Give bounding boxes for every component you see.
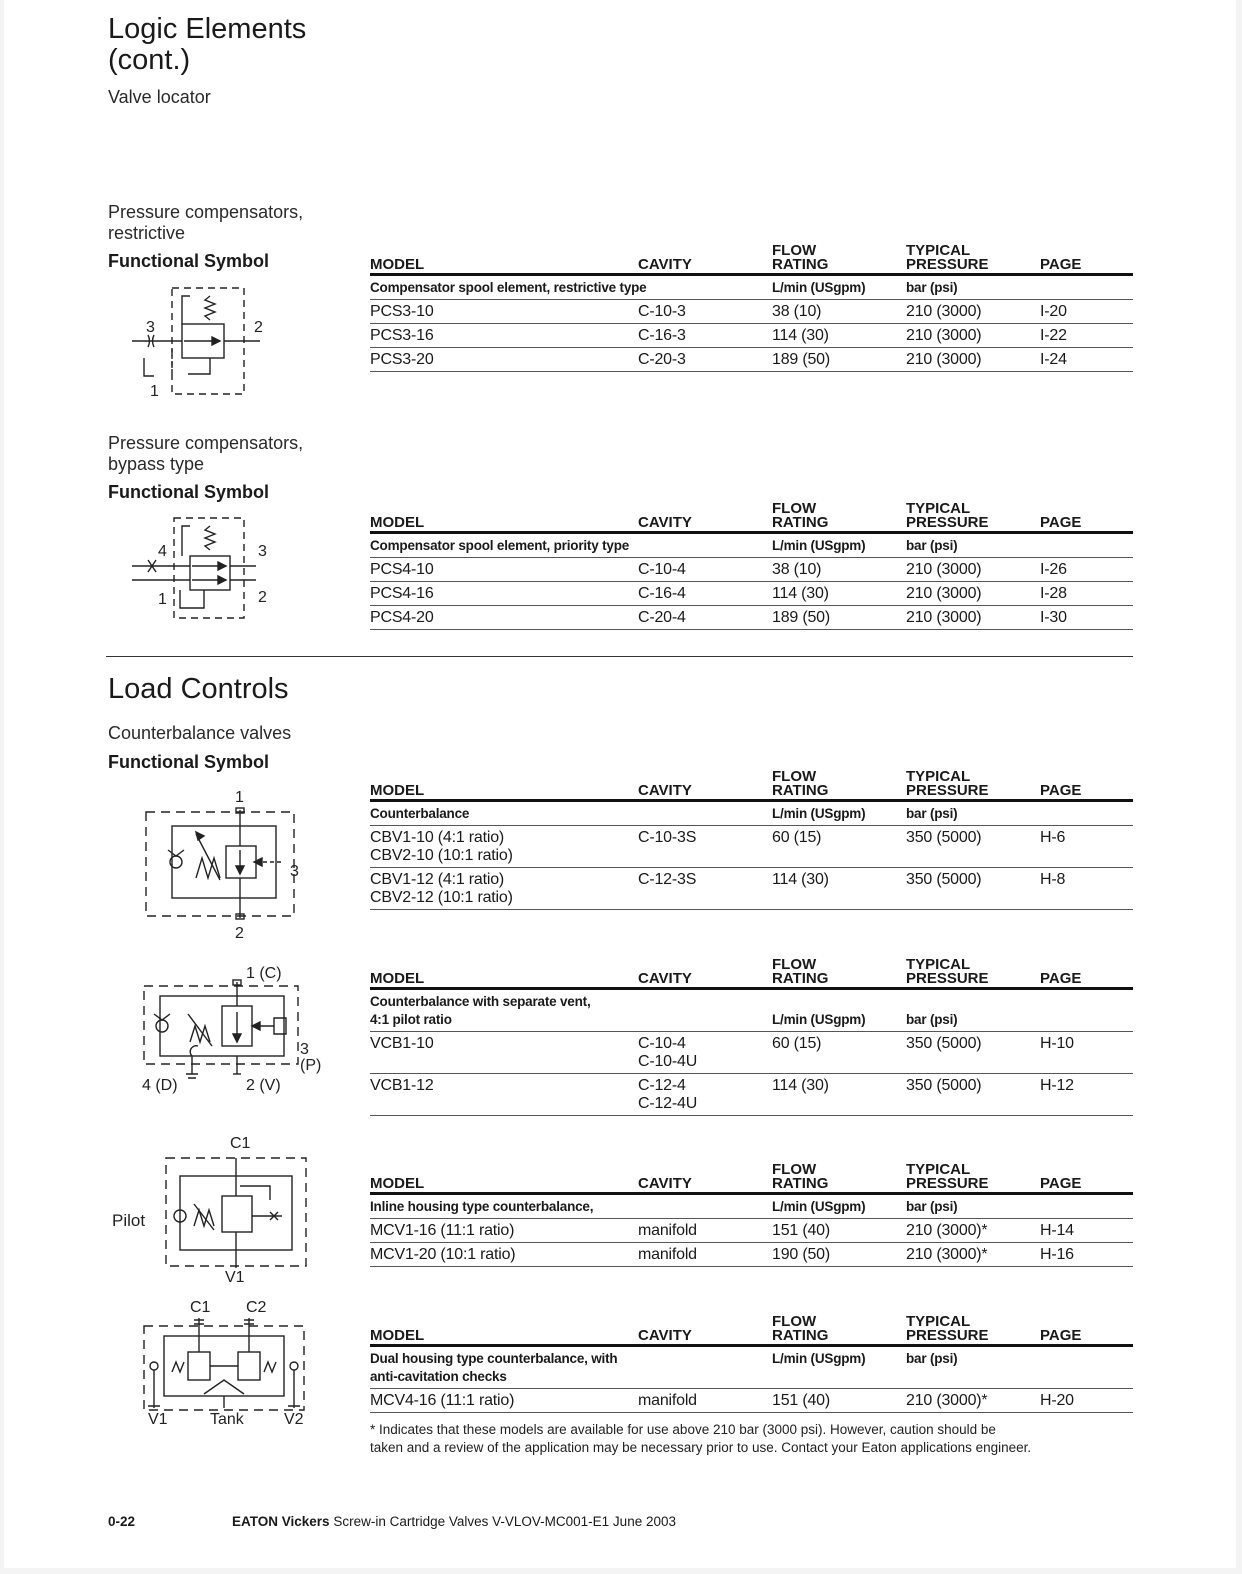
col-page: PAGE: [1040, 502, 1133, 533]
group-description: Counterbalance: [370, 801, 772, 826]
table-row: [370, 606, 1133, 630]
col-model: MODEL: [370, 958, 638, 989]
col-cavity: CAVITY: [638, 1315, 772, 1346]
port-label: 3: [290, 863, 299, 880]
pressure-unit: bar (psi): [906, 1194, 1040, 1219]
pressure-cell: 210 (3000): [906, 324, 1040, 348]
col-pressure: TYPICAL PRESSURE: [906, 958, 1040, 989]
cavity-cell: C-16-4: [638, 582, 772, 606]
unit-row: [370, 801, 1133, 826]
model-cell: PCS3-16: [370, 324, 638, 348]
port-label: C2: [246, 1299, 267, 1316]
table-header-row: [370, 502, 1133, 533]
table-header-row: [370, 244, 1133, 275]
table-row: [370, 324, 1133, 348]
flow-cell: 189 (50): [772, 606, 906, 630]
model-cell: MCV1-20 (10:1 ratio): [370, 1243, 638, 1267]
page-ref-cell[interactable]: H-14: [1040, 1219, 1133, 1243]
col-flow: FLOW RATING: [772, 1315, 906, 1346]
flow-cell: 190 (50): [772, 1243, 906, 1267]
table-header-row: [370, 1315, 1133, 1346]
pressure-cell: 210 (3000)*: [906, 1389, 1040, 1413]
page-ref-cell[interactable]: I-28: [1040, 582, 1133, 606]
footer-page-number: 0-22: [108, 1514, 136, 1529]
port-label: Pilot: [112, 1211, 146, 1230]
flow-cell: 114 (30): [772, 868, 906, 910]
spec-table-pcs3: [370, 244, 1133, 372]
page-ref-cell[interactable]: H-16: [1040, 1243, 1133, 1267]
spec-table-pcs4: [370, 502, 1133, 630]
unit-row: [370, 275, 1133, 300]
category-label: [108, 202, 303, 244]
cavity-cell: C-10-4: [638, 558, 772, 582]
group-description: Compensator spool element, restrictive type: [370, 275, 772, 300]
col-flow: FLOW RATING: [772, 958, 906, 989]
pressure-unit: bar (psi): [906, 533, 1040, 558]
port-label: 1: [150, 383, 159, 400]
col-pressure: TYPICAL PRESSURE: [906, 770, 1040, 801]
flow-cell: 60 (15): [772, 1032, 906, 1074]
functional-symbol-label: Functional Symbol: [108, 251, 270, 271]
model-cell: CBV1-12 (4:1 ratio) CBV2-12 (10:1 ratio): [370, 868, 638, 910]
cavity-cell: C-10-3: [638, 300, 772, 324]
spec-table-cbv: [370, 770, 1133, 910]
col-cavity: CAVITY: [638, 244, 772, 275]
unit-row: [370, 1346, 1133, 1389]
pressure-cell: 210 (3000): [906, 606, 1040, 630]
dual-counterbalance-symbol: [134, 1296, 314, 1430]
category-line: Pressure compensators,: [108, 202, 304, 222]
page-ref-cell[interactable]: H-20: [1040, 1389, 1133, 1413]
col-model: MODEL: [370, 502, 638, 533]
page-ref-cell[interactable]: H-12: [1040, 1074, 1133, 1116]
flow-cell: 114 (30): [772, 324, 906, 348]
page-ref-cell[interactable]: H-8: [1040, 868, 1133, 910]
page-ref-cell[interactable]: I-30: [1040, 606, 1133, 630]
port-label: 2: [258, 589, 267, 606]
group-description: Dual housing type counterbalance, with anti-cavitation checks: [370, 1346, 772, 1389]
flow-unit: L/min (USgpm): [772, 1194, 906, 1219]
model-cell: PCS3-20: [370, 348, 638, 372]
footer-text: [232, 1514, 676, 1529]
flow-unit: L/min (USgpm): [772, 533, 906, 558]
port-label: C1: [190, 1299, 211, 1316]
col-page: PAGE: [1040, 244, 1133, 275]
table-row: [370, 1074, 1133, 1116]
flow-unit: L/min (USgpm): [772, 801, 906, 826]
port-label: 4: [158, 543, 167, 560]
pressure-cell: 210 (3000): [906, 558, 1040, 582]
pressure-unit: bar (psi): [906, 275, 1040, 300]
model-cell: PCS3-10: [370, 300, 638, 324]
flow-unit: L/min (USgpm): [772, 275, 906, 300]
group-description: Inline housing type counterbalance,: [370, 1194, 772, 1219]
pressure-unit: bar (psi): [906, 801, 1040, 826]
cavity-cell: C-12-4 C-12-4U: [638, 1074, 772, 1116]
pressure-cell: 210 (3000)*: [906, 1243, 1040, 1267]
cavity-cell: C-12-3S: [638, 868, 772, 910]
table-row: [370, 558, 1133, 582]
pressure-cell: 210 (3000): [906, 582, 1040, 606]
col-pressure: TYPICAL PRESSURE: [906, 1315, 1040, 1346]
col-pressure: TYPICAL PRESSURE: [906, 1163, 1040, 1194]
group-description: Compensator spool element, priority type: [370, 533, 772, 558]
pressure-unit: bar (psi): [906, 1346, 1040, 1389]
cavity-cell: C-16-3: [638, 324, 772, 348]
cavity-cell: manifold: [638, 1243, 772, 1267]
table-row: [370, 300, 1133, 324]
model-cell: PCS4-16: [370, 582, 638, 606]
model-cell: MCV4-16 (11:1 ratio): [370, 1389, 638, 1413]
col-model: MODEL: [370, 244, 638, 275]
table-header-row: [370, 770, 1133, 801]
flow-cell: 151 (40): [772, 1219, 906, 1243]
table-header-row: [370, 958, 1133, 989]
port-label: 3: [146, 319, 155, 336]
col-page: PAGE: [1040, 770, 1133, 801]
cavity-cell: manifold: [638, 1219, 772, 1243]
col-flow: FLOW RATING: [772, 502, 906, 533]
pressure-cell: 350 (5000): [906, 868, 1040, 910]
flow-cell: 114 (30): [772, 1074, 906, 1116]
functional-symbol-label: Functional Symbol: [108, 752, 270, 772]
port-label: 4 (D): [142, 1077, 178, 1094]
flow-cell: 38 (10): [772, 558, 906, 582]
col-cavity: CAVITY: [638, 502, 772, 533]
port-label: 3: [258, 543, 267, 560]
cavity-cell: manifold: [638, 1389, 772, 1413]
cavity-cell: C-20-4: [638, 606, 772, 630]
flow-cell: 189 (50): [772, 348, 906, 372]
col-cavity: CAVITY: [638, 958, 772, 989]
table-row: [370, 1389, 1133, 1413]
table-row: [370, 1243, 1133, 1267]
footer-doc: Screw-in Cartridge Valves V-VLOV-MC001-E1 June 2003: [333, 1514, 676, 1529]
port-label: 1 (C): [246, 965, 282, 982]
flow-cell: 151 (40): [772, 1389, 906, 1413]
pressure-cell: 210 (3000): [906, 300, 1040, 324]
col-cavity: CAVITY: [638, 1163, 772, 1194]
col-page: PAGE: [1040, 958, 1133, 989]
unit-row: [370, 533, 1133, 558]
page-ref-cell[interactable]: I-22: [1040, 324, 1133, 348]
inline-counterbalance-symbol: [110, 1130, 320, 1284]
col-cavity: CAVITY: [638, 770, 772, 801]
flow-unit: L/min (USgpm): [772, 989, 906, 1032]
table-row: [370, 826, 1133, 868]
table-row: [370, 348, 1133, 372]
col-pressure: TYPICAL PRESSURE: [906, 502, 1040, 533]
page-title: [108, 14, 306, 76]
category-line: restrictive: [108, 223, 186, 243]
col-flow: FLOW RATING: [772, 1163, 906, 1194]
table-row: [370, 1219, 1133, 1243]
category-label: [108, 433, 303, 475]
port-label: V2: [284, 1411, 304, 1428]
table-header-row: [370, 1163, 1133, 1194]
title-line-2: (cont.): [108, 44, 191, 76]
model-cell: VCB1-12: [370, 1074, 638, 1116]
pressure-compensator-restrictive-symbol: [124, 280, 274, 402]
section-title: Load Controls: [108, 673, 289, 705]
counterbalance-valve-symbol: [134, 786, 314, 946]
pressure-cell: 350 (5000): [906, 826, 1040, 868]
model-cell: VCB1-10: [370, 1032, 638, 1074]
model-cell: PCS4-20: [370, 606, 638, 630]
col-pressure: TYPICAL PRESSURE: [906, 244, 1040, 275]
port-label: 3: [300, 1041, 309, 1058]
category-label: Counterbalance valves: [108, 723, 292, 743]
port-label: 2: [235, 925, 244, 942]
col-flow: FLOW RATING: [772, 770, 906, 801]
pressure-cell: 210 (3000): [906, 348, 1040, 372]
port-label: 1: [158, 591, 167, 608]
col-model: MODEL: [370, 1163, 638, 1194]
page-ref-cell[interactable]: H-10: [1040, 1032, 1133, 1074]
group-description: Counterbalance with separate vent, 4:1 pilot ratio: [370, 989, 772, 1032]
model-cell: MCV1-16 (11:1 ratio): [370, 1219, 638, 1243]
footer-brand: EATON Vickers: [232, 1514, 330, 1529]
col-model: MODEL: [370, 770, 638, 801]
page-ref-cell[interactable]: I-20: [1040, 300, 1133, 324]
table-row: [370, 582, 1133, 606]
section-divider: [106, 656, 1133, 657]
footnote: * Indicates that these models are available for use above 210 bar (3000 psi). However, caution should be taken and a review of the application may be necessary prior to use. Contact your Eaton applications engineer.: [370, 1422, 1032, 1455]
spec-table-mcv4: [370, 1315, 1133, 1413]
port-label: V1: [225, 1269, 245, 1284]
port-label: V1: [148, 1411, 168, 1428]
flow-unit: L/min (USgpm): [772, 1346, 906, 1389]
vented-counterbalance-symbol: [134, 962, 334, 1098]
col-flow: FLOW RATING: [772, 244, 906, 275]
flow-cell: 60 (15): [772, 826, 906, 868]
title-line-1: Logic Elements: [108, 13, 307, 45]
port-label: C1: [230, 1135, 251, 1152]
model-cell: CBV1-10 (4:1 ratio) CBV2-10 (10:1 ratio): [370, 826, 638, 868]
page: [4, 0, 1236, 1568]
cavity-cell: C-10-4 C-10-4U: [638, 1032, 772, 1074]
category-line: Pressure compensators,: [108, 433, 304, 453]
port-label: Tank: [210, 1411, 244, 1428]
flow-cell: 38 (10): [772, 300, 906, 324]
cavity-cell: C-10-3S: [638, 826, 772, 868]
page-ref-cell[interactable]: H-6: [1040, 826, 1133, 868]
port-label: 2: [254, 319, 263, 336]
unit-row: [370, 1194, 1133, 1219]
pressure-cell: 350 (5000): [906, 1074, 1040, 1116]
spec-table-vcb: [370, 958, 1133, 1116]
model-cell: PCS4-10: [370, 558, 638, 582]
pressure-unit: bar (psi): [906, 989, 1040, 1032]
col-page: PAGE: [1040, 1163, 1133, 1194]
page-subtitle: Valve locator: [108, 87, 211, 107]
flow-cell: 114 (30): [772, 582, 906, 606]
table-row: [370, 868, 1133, 910]
port-label: 2 (V): [246, 1077, 281, 1094]
col-page: PAGE: [1040, 1315, 1133, 1346]
col-model: MODEL: [370, 1315, 638, 1346]
port-label: 1: [235, 789, 244, 806]
port-label: (P): [300, 1057, 322, 1074]
spec-table-mcv1: [370, 1163, 1133, 1267]
page-ref-cell[interactable]: I-26: [1040, 558, 1133, 582]
unit-row: [370, 989, 1133, 1032]
pressure-cell: 210 (3000)*: [906, 1219, 1040, 1243]
category-line: bypass type: [108, 454, 205, 474]
pressure-compensator-bypass-symbol: [124, 512, 274, 624]
page-ref-cell[interactable]: I-24: [1040, 348, 1133, 372]
functional-symbol-label: Functional Symbol: [108, 482, 270, 502]
pressure-cell: 350 (5000): [906, 1032, 1040, 1074]
cavity-cell: C-20-3: [638, 348, 772, 372]
table-row: [370, 1032, 1133, 1074]
